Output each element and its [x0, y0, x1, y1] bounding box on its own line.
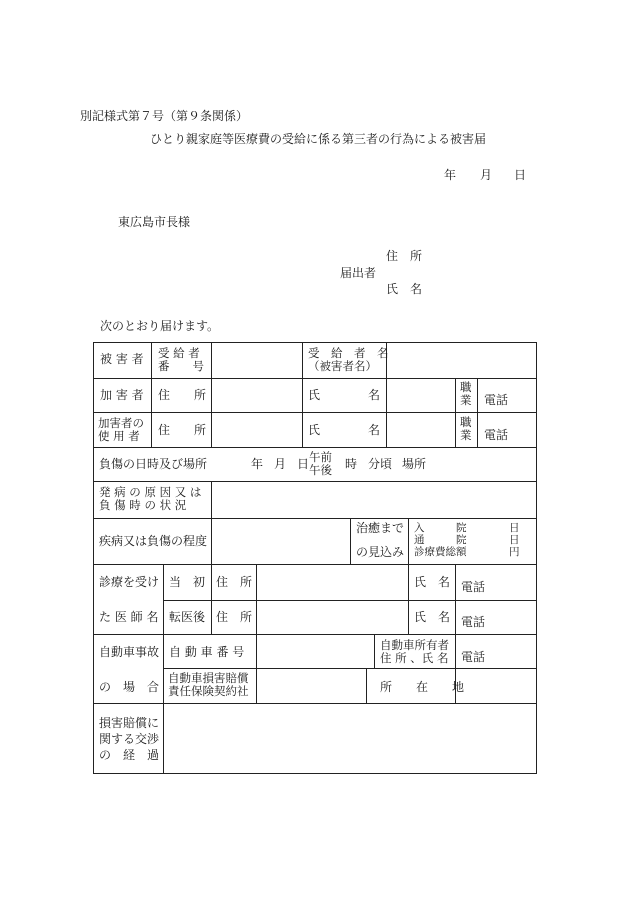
accident-label-line2: の 場 合	[99, 680, 160, 694]
employer-name-label: 氏 名	[308, 423, 381, 437]
negotiation-label-line2: 関する交渉	[99, 732, 160, 746]
employer-address-field[interactable]	[212, 413, 301, 446]
date-month: 月	[480, 168, 493, 182]
cause-label-line1: 発 病 の 原 因 又 は	[99, 485, 202, 499]
treatment-labels	[414, 522, 467, 558]
car-owner-label	[380, 639, 449, 665]
outlook-label-line2: の見込み	[356, 545, 405, 559]
injury-pm[interactable]: 午後	[309, 463, 332, 477]
car-owner-phone-label[interactable]: 電話	[461, 650, 486, 664]
outpatient-label: 通 院	[414, 534, 467, 546]
transfer-doctor-address-label: 住 所	[216, 610, 253, 624]
recipient-number-label-line2: 番 号	[158, 359, 204, 373]
injury-day: 日	[297, 457, 310, 471]
insurer-location-field[interactable]	[456, 669, 535, 702]
injury-place-label: 場所	[402, 457, 427, 471]
cause-label	[99, 486, 201, 512]
initial-doctor-address-field[interactable]	[257, 565, 407, 599]
cause-label-line2: 負 傷 時 の 状 況	[99, 498, 187, 512]
applicant-label: 届出者	[340, 266, 377, 280]
initial-doctor-label: 当 初	[169, 575, 206, 589]
doctor-label-line2: た 医 師 名	[99, 610, 159, 624]
insurer-field[interactable]	[257, 669, 365, 702]
outlook-label-line1: 治癒まで	[356, 521, 405, 535]
transfer-doctor-address-field[interactable]	[257, 601, 407, 633]
perpetrator-label: 加 害 者	[100, 388, 144, 402]
transfer-doctor-label: 転医後	[169, 610, 206, 624]
recipient-number-label	[158, 347, 204, 373]
addressee: 東広島市長様	[118, 215, 191, 229]
injury-hour: 時	[345, 457, 358, 471]
perpetrator-name-field[interactable]	[387, 379, 454, 411]
insurer-label	[168, 672, 249, 698]
injury-ampm	[309, 451, 332, 477]
employer-job-label-line2: 業	[460, 428, 472, 442]
employer-job-label	[460, 416, 472, 442]
recipient-name-field[interactable]	[387, 343, 535, 377]
car-owner-label-line1: 自動車所有者	[380, 638, 449, 652]
perpetrator-address-field[interactable]	[212, 379, 301, 411]
injury-minute: 分頃	[368, 457, 393, 471]
injury-year: 年	[251, 457, 264, 471]
perpetrator-job-label-line2: 業	[460, 393, 472, 407]
negotiation-label-line1: 損害賠償に	[99, 716, 160, 730]
form-title: ひとり親家庭等医療費の受給に係る第三者の行為による被害届	[150, 132, 487, 146]
insurer-location-label: 所 在 地	[380, 680, 465, 694]
doctor-label-line1: 診療を受け	[99, 575, 160, 589]
accident-label-line1: 自動車事故	[99, 645, 160, 659]
cause-field[interactable]	[212, 482, 535, 517]
perpetrator-phone-label[interactable]: 電話	[484, 393, 509, 407]
inpatient-days-unit: 日	[509, 522, 520, 534]
applicant-address-label: 住 所	[386, 249, 423, 263]
total-cost-label: 診療費総額	[414, 546, 467, 558]
negotiation-label-line3: の 経 過	[99, 748, 160, 762]
transfer-doctor-name-label: 氏 名	[414, 610, 451, 624]
victim-label: 被 害 者	[100, 352, 144, 366]
car-owner-label-line2: 住 所 、氏 名	[380, 651, 449, 665]
total-cost-unit: 円	[509, 546, 520, 558]
treatment-units	[509, 522, 520, 558]
recipient-name-label-line2: （被害者名）	[308, 359, 377, 373]
insurer-label-line2: 責任保険契約社	[168, 684, 249, 698]
injury-datetime-label: 負傷の日時及び場所	[99, 457, 208, 471]
severity-field[interactable]	[212, 519, 349, 563]
insurer-label-line1: 自動車損害賠償	[168, 671, 249, 685]
form-number: 別記様式第７号（第９条関係）	[80, 109, 249, 123]
perpetrator-job-label-line1: 職	[460, 380, 472, 394]
perpetrator-name-label: 氏 名	[308, 388, 381, 402]
transfer-doctor-phone-label[interactable]: 電話	[461, 615, 486, 629]
applicant-name-label: 氏 名	[386, 282, 423, 296]
perpetrator-address-label: 住 所	[158, 388, 207, 402]
intro-text: 次のとおり届けます。	[100, 319, 220, 333]
employer-label	[98, 417, 144, 443]
recipient-number-label-line1: 受 給 者	[158, 346, 200, 360]
date-day: 日	[514, 168, 527, 182]
outpatient-days-unit: 日	[509, 534, 520, 546]
employer-label-line2: 使 用 者	[98, 429, 140, 443]
recipient-number-field[interactable]	[212, 343, 301, 377]
employer-job-label-line1: 職	[460, 415, 472, 429]
negotiation-label	[99, 715, 159, 763]
car-number-field[interactable]	[257, 635, 373, 667]
initial-doctor-name-label: 氏 名	[414, 575, 451, 589]
recipient-name-label-line1: 受 給 者 名	[308, 346, 389, 360]
injury-am[interactable]: 午前	[309, 450, 332, 464]
negotiation-field[interactable]	[164, 704, 535, 772]
inpatient-label: 入 院	[414, 522, 467, 534]
car-number-label: 自 動 車 番 号	[169, 645, 245, 659]
initial-doctor-phone-label[interactable]: 電話	[461, 580, 486, 594]
employer-phone-label[interactable]: 電話	[484, 428, 509, 442]
employer-name-field[interactable]	[387, 413, 454, 446]
severity-label: 疾病又は負傷の程度	[99, 534, 208, 548]
date-year: 年	[444, 168, 457, 182]
employer-label-line1: 加害者の	[98, 416, 144, 430]
injury-month: 月	[274, 457, 287, 471]
initial-doctor-address-label: 住 所	[216, 575, 253, 589]
employer-address-label: 住 所	[158, 423, 207, 437]
recipient-name-label	[308, 347, 389, 373]
perpetrator-job-label	[460, 381, 472, 407]
